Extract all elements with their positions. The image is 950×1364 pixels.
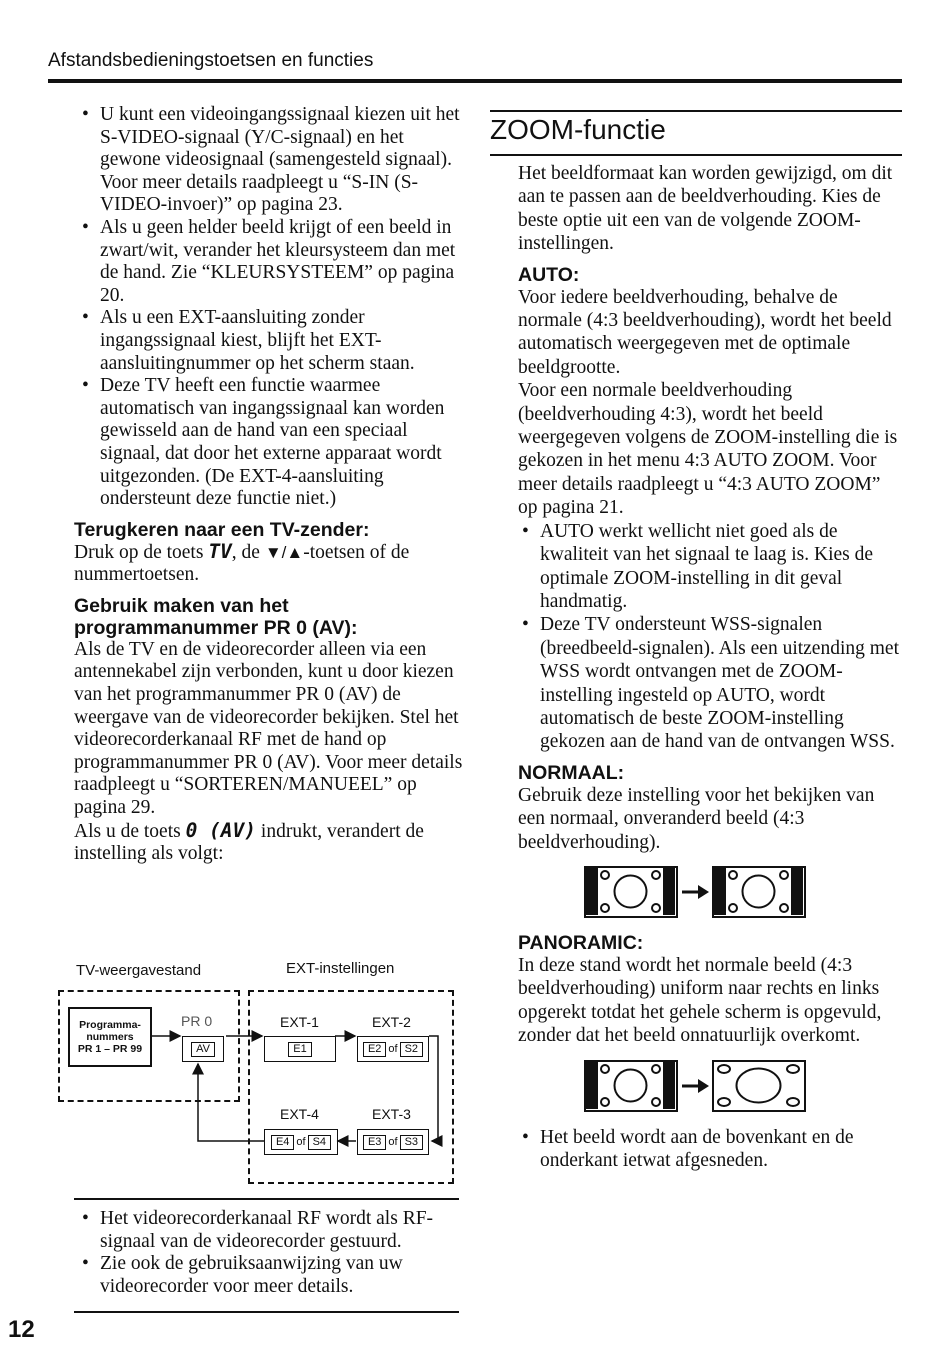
left-column [74, 104, 464, 866]
list-item: • Het videorecorderkanaal RF wordt als RF-signaal van de videorecorder gestuurd. [74, 1208, 459, 1253]
ext4-indicator: E4 of S4 [264, 1129, 338, 1155]
zoom-rule-top [490, 110, 902, 112]
list-item: • Als u geen helder beeld krijgt of een beeld in zwart/wit, verander het kleursysteem dan met de hand. Zie “KLEURSYSTEEM” op pagina 20. [74, 217, 464, 307]
av-indicator: AV [182, 1036, 224, 1062]
ext3-label: EXT-3 [372, 1106, 411, 1122]
pr0-label: PR 0 [181, 1013, 213, 1029]
right-column [518, 162, 902, 1172]
list-item: • AUTO werkt wellicht niet goed als de kwaliteit van het signaal te laag is. Kies de optimale ZOOM-instelling in dit geval handmatig. [514, 520, 902, 614]
pr0-heading: Gebruik maken van het programmanummer PR 0 (AV): [74, 594, 358, 639]
screen-normaal-icon [712, 866, 806, 918]
panoramic-text: In deze stand wordt het normale beeld (4:3 beeldverhouding) uniform naar rechts en links opgerekt totdat het gehele scherm is opgevuld, zonder dat het beeld onnatuurlijk overkomt. [518, 954, 882, 1047]
auto-text: Voor iedere beeldverhouding, behalve de normale (4:3 beeldverhouding), wordt het beeld automatisch weergegeven met de optimale beeldgrootte. [518, 286, 892, 378]
normaal-illustration [584, 866, 902, 922]
panoramic-illustration [584, 1060, 902, 1116]
list-item: • Deze TV heeft een functie waarmee automatisch van ingangssignaal kan worden gewisseld aan de hand van een speciaal signaal, dat door het externe apparaat wordt uitgezonden. (De EXT-4-aansluiting ondersteunt deze functie niet.) [74, 375, 464, 511]
list-item: • Het beeld wordt aan de bovenkant en de onderkant ietwat afgesneden. [514, 1126, 902, 1173]
channel-arrows-glyph: ▼/▲ [264, 542, 304, 562]
notes-box [74, 1208, 459, 1298]
input-cycle-diagram [56, 956, 456, 1186]
normaal-text: Gebruik deze instelling voor het bekijken van een normaal, onveranderd beeld (4:3 beeldverhouding). [518, 784, 875, 853]
list-item: • Deze TV ondersteunt WSS-signalen (breedbeeld-signalen). Als een uitzending met WSS wordt ontvangen met de ZOOM-instelling ingesteld op AUTO, wordt automatisch de beste ZOOM-instelling gekozen aan de hand van de ontvangen WSS. [514, 613, 902, 753]
return-tv-text: Druk op de toets TV, de ▼/▲-toetsen of de nummertoetsen. [74, 539, 410, 586]
list-item: • Zie ook de gebruiksaanwijzing van uw videorecorder voor meer details. [74, 1253, 459, 1298]
ext4-label: EXT-4 [280, 1106, 319, 1122]
ext1-indicator: E1 [264, 1036, 336, 1062]
zero-av-key-glyph: 0 (AV) [185, 818, 257, 842]
programme-numbers-box: Programma- nummers PR 1 – PR 99 [68, 1007, 152, 1067]
list-item: • U kunt een videoingangssignaal kiezen uit het S-VIDEO-signaal (Y/C-signaal) en het gewone videosignaal (samengesteld signaal). Voor meer details raadpleegt u “S-IN (S-VIDEO-invoer)” op pagina 23. [74, 104, 464, 217]
screen-panoramic-icon [712, 1060, 806, 1112]
notes-rule-top [74, 1198, 459, 1200]
screen-4-3-icon [584, 1060, 678, 1112]
ext1-label: EXT-1 [280, 1014, 319, 1030]
normaal-heading: NORMAAL: [518, 761, 625, 784]
arrow-right-icon [680, 1078, 710, 1094]
page-title: ZOOM-functie [490, 114, 666, 145]
header-rule [48, 79, 902, 83]
panoramic-heading: PANORAMIC: [518, 931, 644, 954]
list-item: • Als u een EXT-aansluiting zonder ingangssignaal kiest, blijft het EXT-aansluitingnummer op het scherm staan. [74, 307, 464, 375]
zoom-intro: Het beeldformaat kan worden gewijzigd, om dit aan te passen aan de beeldverhouding. Kies de beste optie uit een van de volgende ZOOM-instellingen. [518, 163, 893, 255]
screen-4-3-icon [584, 866, 678, 918]
pr0-text: Als de TV en de videorecorder alleen via een antennekabel zijn verbonden, kunt u door kiezen van het programmanummer PR 0 (AV) de weergave van de videorecorder bekijken. Stel het videorecorderkanaal RF met de hand op programmanummer PR 0 (AV). Voor meer details raadpleegt u “SORTEREN/MANUEEL” op pagina 29. [74, 638, 463, 819]
notes-rule-bottom [74, 1311, 459, 1313]
arrow-right-icon [680, 884, 710, 900]
zoom-rule-bottom [490, 154, 902, 156]
input-notes-list [74, 104, 464, 511]
return-tv-heading: Terugkeren naar een TV-zender: [74, 518, 370, 541]
auto-heading: AUTO: [518, 263, 580, 286]
tv-key-glyph: TV [208, 539, 232, 563]
ext2-label: EXT-2 [372, 1014, 411, 1030]
ext3-indicator: E3 of S3 [357, 1129, 429, 1155]
pr0-key-text: Als u de toets 0 (AV) indrukt, verandert de instelling als volgt: [74, 818, 424, 865]
page-number: 12 [8, 1316, 35, 1343]
tv-mode-label: TV-weergavestand [76, 962, 202, 979]
auto-text-2: Voor een normale beeldverhouding (beeldverhouding 4:3), wordt het beeld weergegeven volgens de ZOOM-instelling die is gekozen in het menu 4:3 AUTO ZOOM. Voor meer details raadpleegt u “4:3 AUTO ZOOM” op pagina 21. [518, 380, 898, 519]
ext2-indicator: E2 of S2 [357, 1036, 429, 1062]
running-header: Afstandsbedieningstoetsen en functies [48, 50, 374, 71]
ext-settings-label: EXT-instellingen [286, 960, 395, 977]
